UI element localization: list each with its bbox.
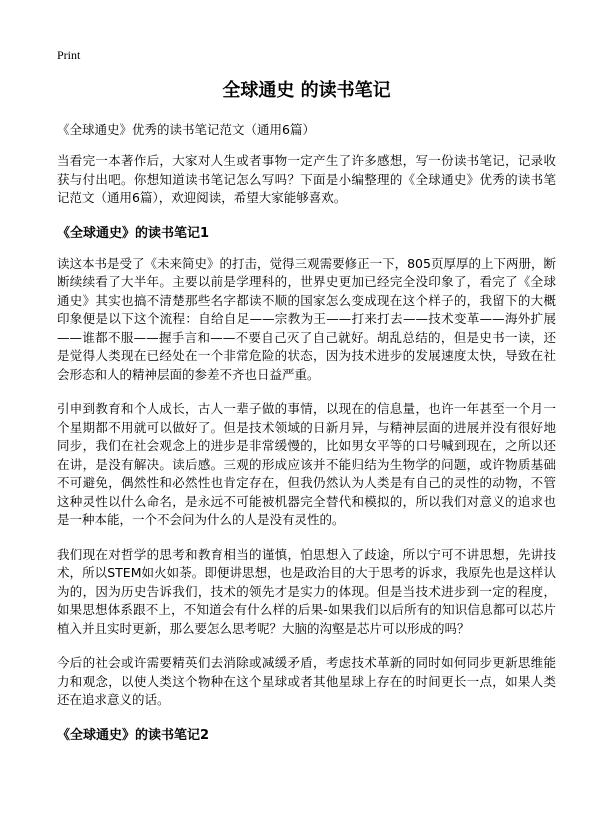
section-heading-1: 《全球通史》的读书笔记1 [57,225,210,241]
section-heading-2: 《全球通史》的读书笔记2 [57,727,210,743]
section-1-paragraph-4: 今后的社会或许需要精英们去消除或减缓矛盾，考虑技术革新的同时如何同步更新思维能力和观念，以使人类这个物种在这个星球或者其他星球上存在的时间更长一点，如果人类还在追求意义的话。 [57,655,556,707]
section-1-paragraph-2: 引申到教育和个人成长，古人一辈子做的事情，以现在的信息量，也许一年甚至一个月一个星期都不用就可以做好了。但是技术领域的日新月异，与精神层面的进展并没有很好地同步，我们在社会观念上的进步是非常缓慢的，比如男女平等的口号喊到现在，之所以还在讲，是没有解决。读后感。三观的形成应该并不能归结为生物学的问题，或许物质基础不可避免，偶然性和必然性也肯定存在，但我仍然认为人类是有自己的灵性的动物，不管这种灵性以什么命名，是永远不可能被机器完全替代和模拟的，所以我们对意义的追求也是一种本能，一个不会问为什么的人是没有灵性的。 [57,401,556,527]
intro-subtitle: 《全球通史》优秀的读书笔记范文（通用6篇） [57,122,315,137]
section-1-paragraph-1: 读这本书是受了《未来简史》的打击，觉得三观需要修正一下，805页厚厚的上下两册，断断续续看了大半年。主要以前是学理科的，世界史更加已经完全没印象了，看完了《全球通史》其实也搞不清楚那些名字都读不顺的国家怎么变成现在这个样子的，我留下的大概印象便是以下这个流程：自给自足——宗教为王——打来打去——技术变革——海外扩展——谁都不服——握手言和——不要自己灭了自己就好。胡乱总结的，但是史书一读，还是觉得人类现在已经处在一个非常危险的状态，因为技术进步的发展速度太快，导致在社会形态和人的精神层面的参差不齐也日益严重。 [57,255,556,382]
section-1-paragraph-3: 我们现在对哲学的思考和教育相当的谨慎，怕思想入了歧途，所以宁可不讲思想，先讲技术，所以STEM如火如荼。即便讲思想，也是政治目的大于思考的诉求，我原先也是这样认为的，因为历史告诉我们，技术的领先才是实力的体现。但是当技术进步到一定的程度，如果思想体系跟不上，不知道会有什么样的后果-如果我们以后所有的知识信息都可以芯片植入并且实时更新，那么要怎么思考呢？大脑的沟壑是芯片可以形成的吗？ [57,546,556,636]
intro-paragraph: 当看完一本著作后，大家对人生或者事物一定产生了许多感想，写一份读书笔记，记录收获与付出吧。你想知道读书笔记怎么写吗？下面是小编整理的《全球通史》优秀的读书笔记范文（通用6篇），欢迎阅读，希望大家能够喜欢。 [57,153,556,205]
print-link[interactable]: Print [57,48,81,62]
page-title: 全球通史 的读书笔记 [222,80,391,101]
